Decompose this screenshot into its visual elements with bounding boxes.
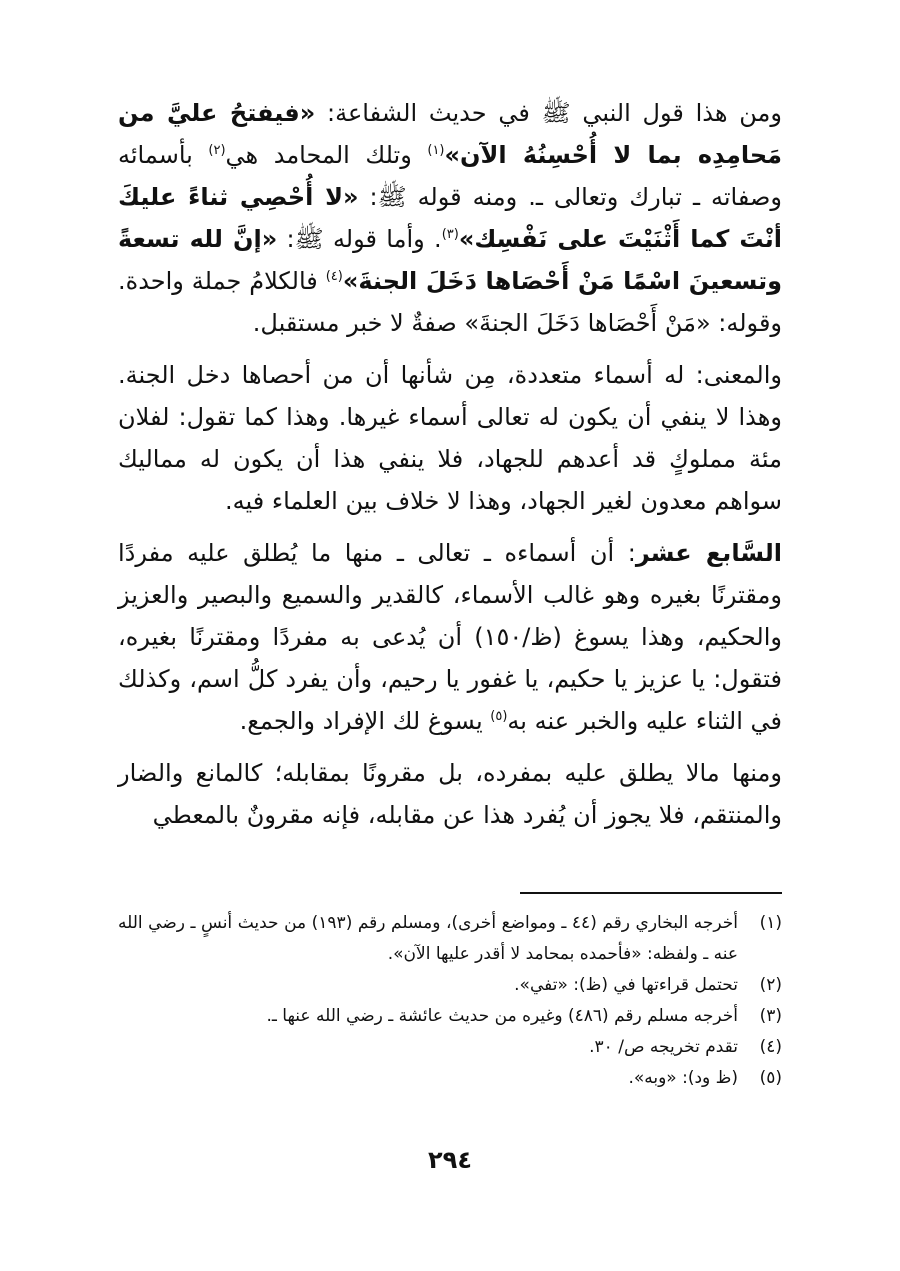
footnote-text: أخرجه البخاري رقم (٤٤ ـ ومواضع أخرى)، ومسلم رقم (١٩٣) من حديث أنسٍ ـ رضي الله عنه ـ ولفظه: «فأحمده بمحامد لا أقدر عليها الآن». bbox=[118, 913, 738, 964]
text-run: . وأما قوله ﷺ: bbox=[277, 225, 442, 253]
hadith-quote: «فيفتحُ عليَّ من مَحامِدِه بما لا أُحْسِنُهُ الآن» bbox=[118, 99, 782, 169]
page-number: ٢٩٤ bbox=[428, 1146, 472, 1174]
footnote-item bbox=[118, 970, 782, 1001]
text-run: والمعنى: له أسماء متعددة، مِن شأنها أن من أحصاها دخل الجنة. وهذا لا ينفي أن يكون له تعالى أسماء غيرها. وهذا كما تقول: لفلان مئة مملوكٍ قد أعدهم للجهاد، فلا ينفي هذا أن يكون له مماليك سواهم معدون لغير الجهاد، وهذا لا خلاف بين العلماء فيه. bbox=[118, 361, 782, 515]
footnote-ref[interactable]: (٥) bbox=[490, 709, 508, 724]
footnote-text: تقدم تخريجه ص/ ٣٠. bbox=[589, 1037, 738, 1057]
text-run: فالكلامُ جملة واحدة. وقوله: «مَنْ أَحْصَاها دَخَلَ الجنةَ» صفةٌ لا خبر مستقبل. bbox=[118, 267, 782, 337]
footnote-number: (١) bbox=[759, 913, 782, 933]
section-heading: السَّابع عشر bbox=[635, 539, 782, 567]
text-run: ومنها مالا يطلق عليه بمفرده، بل مقرونًا بمقابله؛ كالمانع والضار والمنتقم، فلا يجوز أن يُفرد هذا عن مقابله، فإنه مقرونٌ بالمعطي bbox=[118, 759, 782, 829]
footnote-ref[interactable]: (٤) bbox=[325, 269, 343, 284]
hadith-quote: «إنَّ لله تسعةً وتسعينَ اسْمًا مَنْ أَحْصَاها دَخَلَ الجنةَ» bbox=[118, 225, 782, 295]
footnote-ref[interactable]: (١) bbox=[427, 143, 445, 158]
main-text bbox=[118, 92, 782, 836]
text-run: بأسمائه وصفاته ـ تبارك وتعالى ـ. ومنه قوله ﷺ: bbox=[118, 141, 782, 211]
text-run: وتلك المحامد هي bbox=[225, 141, 428, 169]
footnote-number: (٤) bbox=[759, 1037, 782, 1057]
footnote-text: (ظ ود): «وبه». bbox=[628, 1068, 738, 1088]
text-run: يسوغ لك الإفراد والجمع. bbox=[239, 707, 491, 735]
paragraph-2 bbox=[118, 354, 782, 522]
paragraph-1 bbox=[118, 92, 782, 344]
paragraph-4 bbox=[118, 752, 782, 836]
hadith-quote: «لا أُحْصِي ثناءً عليكَ أنْتَ كما أَثْنَيْتَ على نَفْسِك» bbox=[118, 183, 782, 253]
footnote-number: (٣) bbox=[759, 1006, 782, 1026]
footnote-item bbox=[118, 1063, 782, 1094]
text-run: ومن هذا قول النبي ﷺ في حديث الشفاعة: bbox=[315, 99, 782, 127]
footnote-number: (٢) bbox=[759, 975, 782, 995]
footnote-item bbox=[118, 908, 782, 970]
footnote-number: (٥) bbox=[759, 1068, 782, 1088]
footnotes-list bbox=[118, 908, 782, 1094]
footnote-text: أخرجه مسلم رقم (٤٨٦) وغيره من حديث عائشة ـ رضي الله عنها ـ. bbox=[266, 1006, 738, 1026]
paragraph-3 bbox=[118, 532, 782, 742]
footnote-ref[interactable]: (٣) bbox=[441, 227, 459, 242]
footnote-divider bbox=[520, 892, 782, 894]
footnote-ref[interactable]: (٢) bbox=[208, 143, 226, 158]
footnote-item bbox=[118, 1001, 782, 1032]
footnote-item bbox=[118, 1032, 782, 1063]
footnote-text: تحتمل قراءتها في (ظ): «تفي». bbox=[514, 975, 738, 995]
text-run: : أن أسماءه ـ تعالى ـ منها ما يُطلق عليه مفردًا ومقترنًا بغيره وهو غالب الأسماء، كالقدير والسميع والبصير والعزيز والحكيم، وهذا يسوغ (ظ/١٥٠) أن يُدعى به مفردًا ومقترنًا بغيره، فتقول: يا عزيز يا حكيم، يا غفور يا رحيم، وأن يفرد كلُّ اسم، وكذلك في الثناء عليه والخبر عنه به bbox=[118, 539, 782, 735]
